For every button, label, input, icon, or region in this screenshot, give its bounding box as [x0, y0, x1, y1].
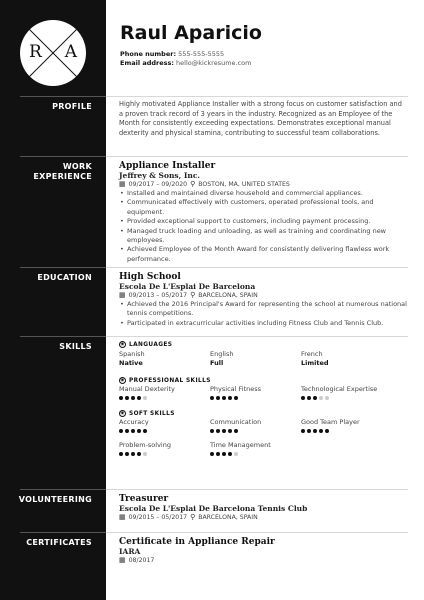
list-item: • Achieved Employee of the Month Award for consistently delivering flawless work performance. [119, 245, 407, 264]
rating-dot-filled [119, 396, 123, 400]
divider-skills [20, 336, 408, 337]
language-name: French [301, 350, 323, 358]
skill-item [119, 418, 210, 434]
section-label-work-line1: WORK [62, 162, 92, 171]
profile-section [119, 100, 407, 138]
soft-skills-heading [119, 410, 407, 417]
rating-dot-empty [325, 396, 329, 400]
skill-rating [119, 396, 210, 401]
rating-dot-filled [216, 396, 220, 400]
rating-dot-filled [319, 429, 323, 433]
contact-email [120, 59, 251, 67]
languages-heading-text: LANGUAGES [129, 341, 173, 348]
language-name: Spanish [119, 350, 145, 358]
skill-rating [210, 396, 301, 401]
education-title: High School [119, 272, 181, 282]
rating-dot-filled [131, 452, 135, 456]
sidebar [0, 0, 106, 600]
divider-work [20, 156, 408, 157]
rating-dot-filled [313, 396, 317, 400]
rating-dot-filled [222, 452, 226, 456]
list-item: • Installed and maintained diverse household and commercial appliances. [119, 189, 407, 198]
divider-certificates [20, 532, 408, 533]
calendar-icon: ▦ [119, 556, 126, 564]
rating-dot-filled [234, 396, 238, 400]
job-bullets [119, 189, 407, 264]
list-item: • Achieved the 2016 Principal's Award for representing the school at numerous national tennis competitions. [119, 300, 407, 319]
section-label-skills: SKILLS [59, 342, 92, 351]
volunteer-location: BARCELONA, SPAIN [198, 514, 258, 521]
professional-skills-heading-text: PROFESSIONAL SKILLS [129, 377, 211, 384]
language-item [210, 350, 301, 368]
monogram-initial-first: R [29, 42, 42, 62]
skill-name: Accuracy [119, 418, 149, 426]
language-level: Full [210, 359, 224, 367]
rating-dot-filled [137, 396, 141, 400]
volunteer-role: Treasurer [119, 494, 169, 504]
rating-dot-filled [137, 429, 141, 433]
rating-dot-filled [131, 396, 135, 400]
job-meta [119, 180, 407, 189]
location-pin-icon: ⚲ [190, 291, 196, 299]
certificate-date: 08/2017 [128, 557, 155, 564]
rating-dot-empty [234, 452, 238, 456]
education-meta [119, 291, 407, 300]
rating-dot-filled [228, 429, 232, 433]
section-label-certificates: CERTIFICATES [26, 538, 92, 547]
skill-rating [301, 396, 407, 401]
skill-name: Communication [210, 418, 262, 426]
school-name: Escola De L'Esplai De Barcelona [119, 282, 256, 291]
rating-dot-filled [210, 396, 214, 400]
volunteer-org: Escola De L'Esplai De Barcelona Tennis Club [119, 504, 308, 513]
education-dates: 09/2013 – 05/2017 [128, 292, 188, 299]
profile-summary: Highly motivated Appliance Installer with a strong focus on customer satisfaction and a proven track record of 3 years in the industry. Recognized as an Employee of the Month for consistently exceeding expectations. Demonstrates exceptional manual dexterity and physical stamina, contributing to successful team collaborations. [119, 100, 402, 137]
skill-rating [210, 452, 301, 457]
rating-dot-filled [119, 429, 123, 433]
certificate-meta [119, 556, 407, 565]
skill-item [210, 385, 301, 401]
list-item: • Communicated effectively with customers, operated professional tools, and equipment. [119, 198, 407, 217]
rating-dot-filled [125, 452, 129, 456]
rating-dot-filled [210, 452, 214, 456]
skill-name: Physical Fitness [210, 385, 262, 393]
email-value[interactable]: hello@kickresume.com [176, 59, 252, 67]
skill-item [210, 441, 301, 457]
language-level: Native [119, 359, 143, 367]
calendar-icon: ▦ [119, 180, 126, 188]
languages-heading [119, 341, 407, 348]
section-circle-icon: ◉ [120, 342, 125, 347]
rating-dot-filled [228, 396, 232, 400]
phone-value: 555-555-5555 [178, 50, 225, 58]
rating-dot-filled [307, 429, 311, 433]
rating-dot-empty [143, 396, 147, 400]
location-pin-icon: ⚲ [190, 180, 196, 188]
phone-label: Phone number: [120, 50, 177, 58]
divider-education [20, 267, 408, 268]
employer-name: Jeffrey & Sons, Inc. [119, 171, 201, 180]
rating-dot-filled [222, 429, 226, 433]
language-item [119, 350, 210, 368]
skill-item [119, 441, 210, 457]
skill-rating [210, 429, 301, 434]
skill-name: Manual Dexterity [119, 385, 175, 393]
skill-item [210, 418, 301, 434]
rating-dot-filled [131, 429, 135, 433]
professional-skills-heading [119, 377, 407, 384]
rating-dot-filled [301, 396, 305, 400]
rating-dot-filled [210, 429, 214, 433]
calendar-icon: ▦ [119, 513, 126, 521]
section-label-volunteering: VOLUNTEERING [18, 495, 92, 504]
certificate-issuer: IARA [119, 547, 141, 556]
rating-dot-filled [222, 396, 226, 400]
job-location: BOSTON, MA, UNITED STATES [198, 181, 290, 188]
skill-name: Time Management [210, 441, 271, 449]
rating-dot-filled [216, 452, 220, 456]
skill-name: Technological Expertise [301, 385, 378, 393]
volunteer-meta [119, 513, 407, 522]
rating-dot-empty [319, 396, 323, 400]
education-bullets [119, 300, 407, 328]
section-circle-icon: ◉ [120, 411, 125, 416]
language-item [301, 350, 407, 368]
skill-rating [119, 429, 210, 434]
rating-dot-filled [325, 429, 329, 433]
education-section [119, 272, 407, 328]
rating-dot-filled [307, 396, 311, 400]
section-circle-icon: ◉ [120, 378, 125, 383]
list-item: • Participated in extracurricular activities including Fitness Club and Tennis Club. [119, 319, 407, 328]
language-name: English [210, 350, 234, 358]
education-location: BARCELONA, SPAIN [198, 292, 258, 299]
divider-profile [20, 96, 408, 97]
rating-dot-empty [143, 452, 147, 456]
monogram-initial-last: A [64, 42, 77, 62]
rating-dot-filled [228, 452, 232, 456]
list-item: • Managed truck loading and unloading, as well as training and coordinating new employees. [119, 227, 407, 246]
skill-item [301, 418, 407, 434]
certificates-section [119, 537, 407, 565]
skills-section [119, 341, 407, 457]
rating-dot-filled [313, 429, 317, 433]
certificate-title: Certificate in Appliance Repair [119, 537, 275, 547]
list-item: • Provided exceptional support to customers, including payment processing. [119, 217, 407, 226]
calendar-icon: ▦ [119, 291, 126, 299]
work-section [119, 161, 407, 264]
candidate-name: Raul Aparicio [120, 22, 262, 44]
skill-item [301, 385, 407, 401]
location-pin-icon: ⚲ [190, 513, 196, 521]
volunteering-section [119, 494, 407, 522]
soft-skills-heading-text: SOFT SKILLS [129, 410, 175, 417]
skill-rating [301, 429, 407, 434]
section-label-work-line2: EXPERIENCE [33, 172, 92, 181]
rating-dot-filled [143, 429, 147, 433]
rating-dot-filled [234, 429, 238, 433]
skill-name: Problem-solving [119, 441, 171, 449]
skill-item [119, 385, 210, 401]
section-label-education: EDUCATION [37, 273, 92, 282]
languages-grid [119, 350, 407, 368]
skill-rating [119, 452, 210, 457]
contact-phone [120, 50, 224, 58]
job-title: Appliance Installer [119, 161, 216, 171]
soft-skills-grid [119, 418, 407, 457]
rating-dot-filled [119, 452, 123, 456]
divider-volunteering [20, 489, 408, 490]
job-dates: 09/2017 – 09/2020 [128, 181, 188, 188]
rating-dot-filled [125, 429, 129, 433]
professional-skills-grid [119, 385, 407, 401]
section-label-profile: PROFILE [52, 102, 92, 111]
rating-dot-filled [216, 429, 220, 433]
language-level: Limited [301, 359, 329, 367]
monogram-logo [20, 20, 86, 86]
skill-name: Good Team Player [301, 418, 360, 426]
rating-dot-filled [125, 396, 129, 400]
volunteer-dates: 09/2015 – 05/2017 [128, 514, 188, 521]
rating-dot-filled [137, 452, 141, 456]
email-label: Email address: [120, 59, 174, 67]
rating-dot-filled [301, 429, 305, 433]
